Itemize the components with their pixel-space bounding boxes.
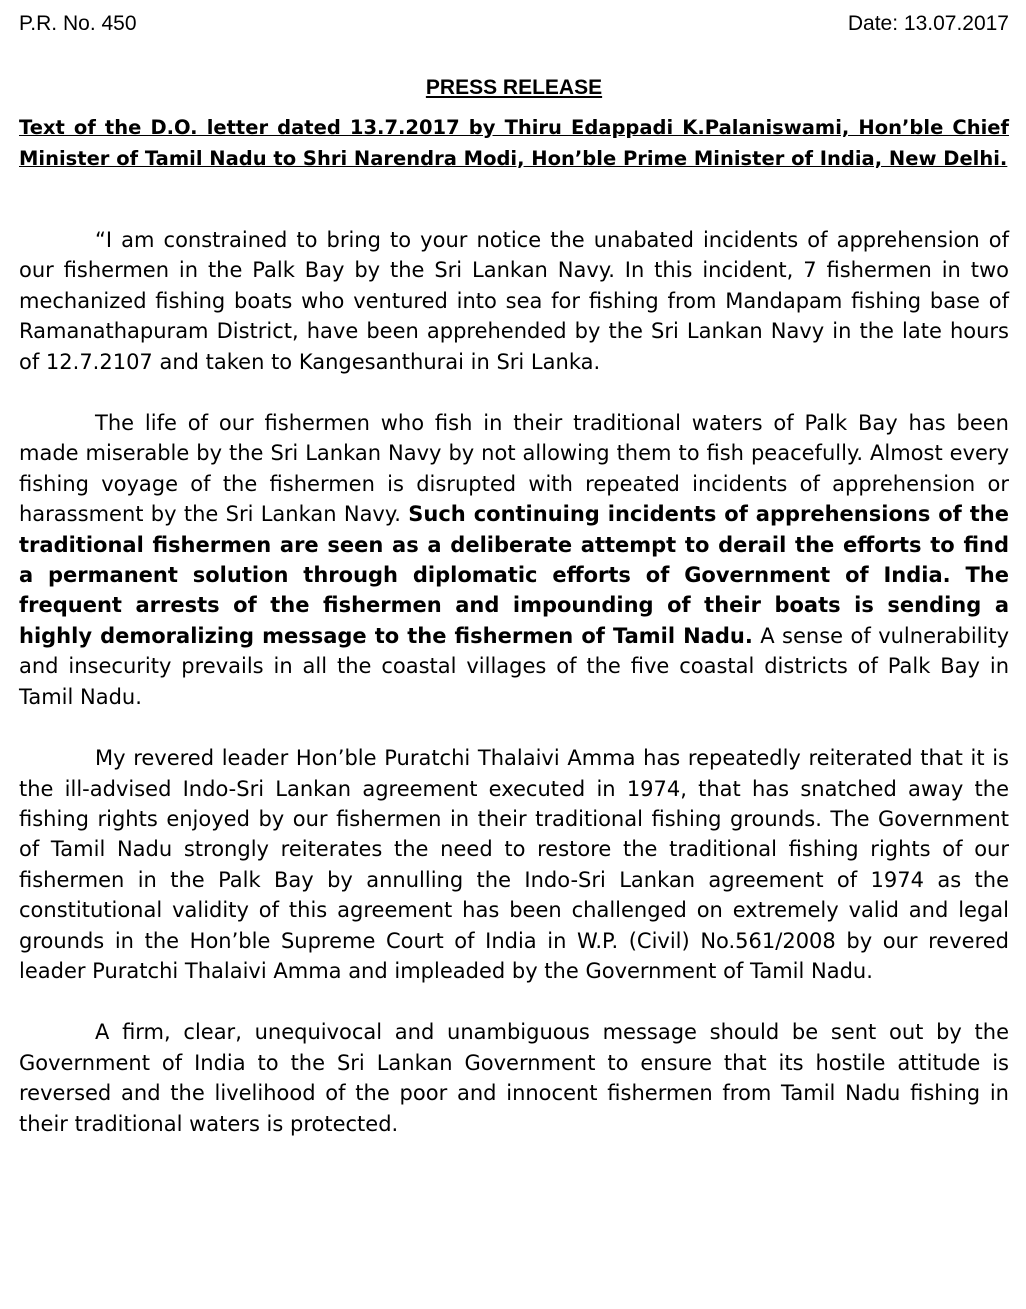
paragraph-2 <box>19 408 1009 712</box>
paragraph-4: A firm, clear, unequivocal and unambiguous message should be sent out by the Government of India to the Sri Lankan Government to ensure that its hostile attitude is reversed and the livelihood of the poor and innocent fishermen from Tamil Nadu fishing in their traditional waters is protected. <box>19 1020 1009 1136</box>
document-title: PRESS RELEASE <box>425 76 603 99</box>
paragraph-1: “I am constrained to bring to your notice the unabated incidents of apprehension of our fishermen in the Palk Bay by the Sri Lankan Navy. In this incident, 7 fishermen in two mechanized fishing boats who ventured into sea for fishing from Mandapam fishing base of Ramanathapuram District, have been apprehended by the Sri Lankan Navy in the late hours of 12.7.2107 and taken to Kangesanthurai in Sri Lanka. <box>19 228 1009 374</box>
document-subject: Text of the D.O. letter dated 13.7.2017 by Thiru Edappadi K.Palaniswami, Hon’ble Chief Minister of Tamil Nadu to Shri Narendra Modi, Hon’ble Prime Minister of India, New Delhi. <box>19 116 1009 170</box>
release-date: Date: 13.07.2017 <box>847 12 1009 35</box>
paragraph-3: My revered leader Hon’ble Puratchi Thalaivi Amma has repeatedly reiterated that it is the ill-advised Indo-Sri Lankan agreement executed in 1974, that has snatched away the fishing rights enjoyed by our fishermen in their traditional fishing grounds. The Government of Tamil Nadu strongly reiterates the need to restore the traditional fishing rights of our fishermen in the Palk Bay by annulling the Indo-Sri Lankan agreement of 1974 as the constitutional validity of this agreement has been challenged on extremely valid and legal grounds in the Hon’ble Supreme Court of India in W.P. (Civil) No.561/2008 by our revered leader Puratchi Thalaivi Amma and impleaded by the Government of Tamil Nadu. <box>19 746 1009 983</box>
paragraph-2-outro: A sense of vulnerability and insecurity prevails in all the coastal villages of the five coastal districts of Palk Bay in Tamil Nadu. <box>19 623 1009 709</box>
paragraph-2-bold: Such continuing incidents of apprehensions of the traditional fishermen are seen as a deliberate attempt to derail the efforts to find a permanent solution through diplomatic efforts of Government of India. The frequent arrests of the fishermen and impounding of their boats is sending a highly demoralizing message to the fishermen of Tamil Nadu. <box>19 502 1009 648</box>
pr-number: P.R. No. 450 <box>19 12 137 35</box>
paragraph-2-intro: The life of our fishermen who fish in their traditional waters of Palk Bay has been made miserable by the Sri Lankan Navy by not allowing them to fish peacefully. Almost every fishing voyage of the fishermen is disrupted with repeated incidents of apprehension or harassment by the Sri Lankan Navy. <box>19 411 1009 527</box>
press-release-document <box>19 10 1009 1139</box>
document-header <box>19 10 1009 38</box>
